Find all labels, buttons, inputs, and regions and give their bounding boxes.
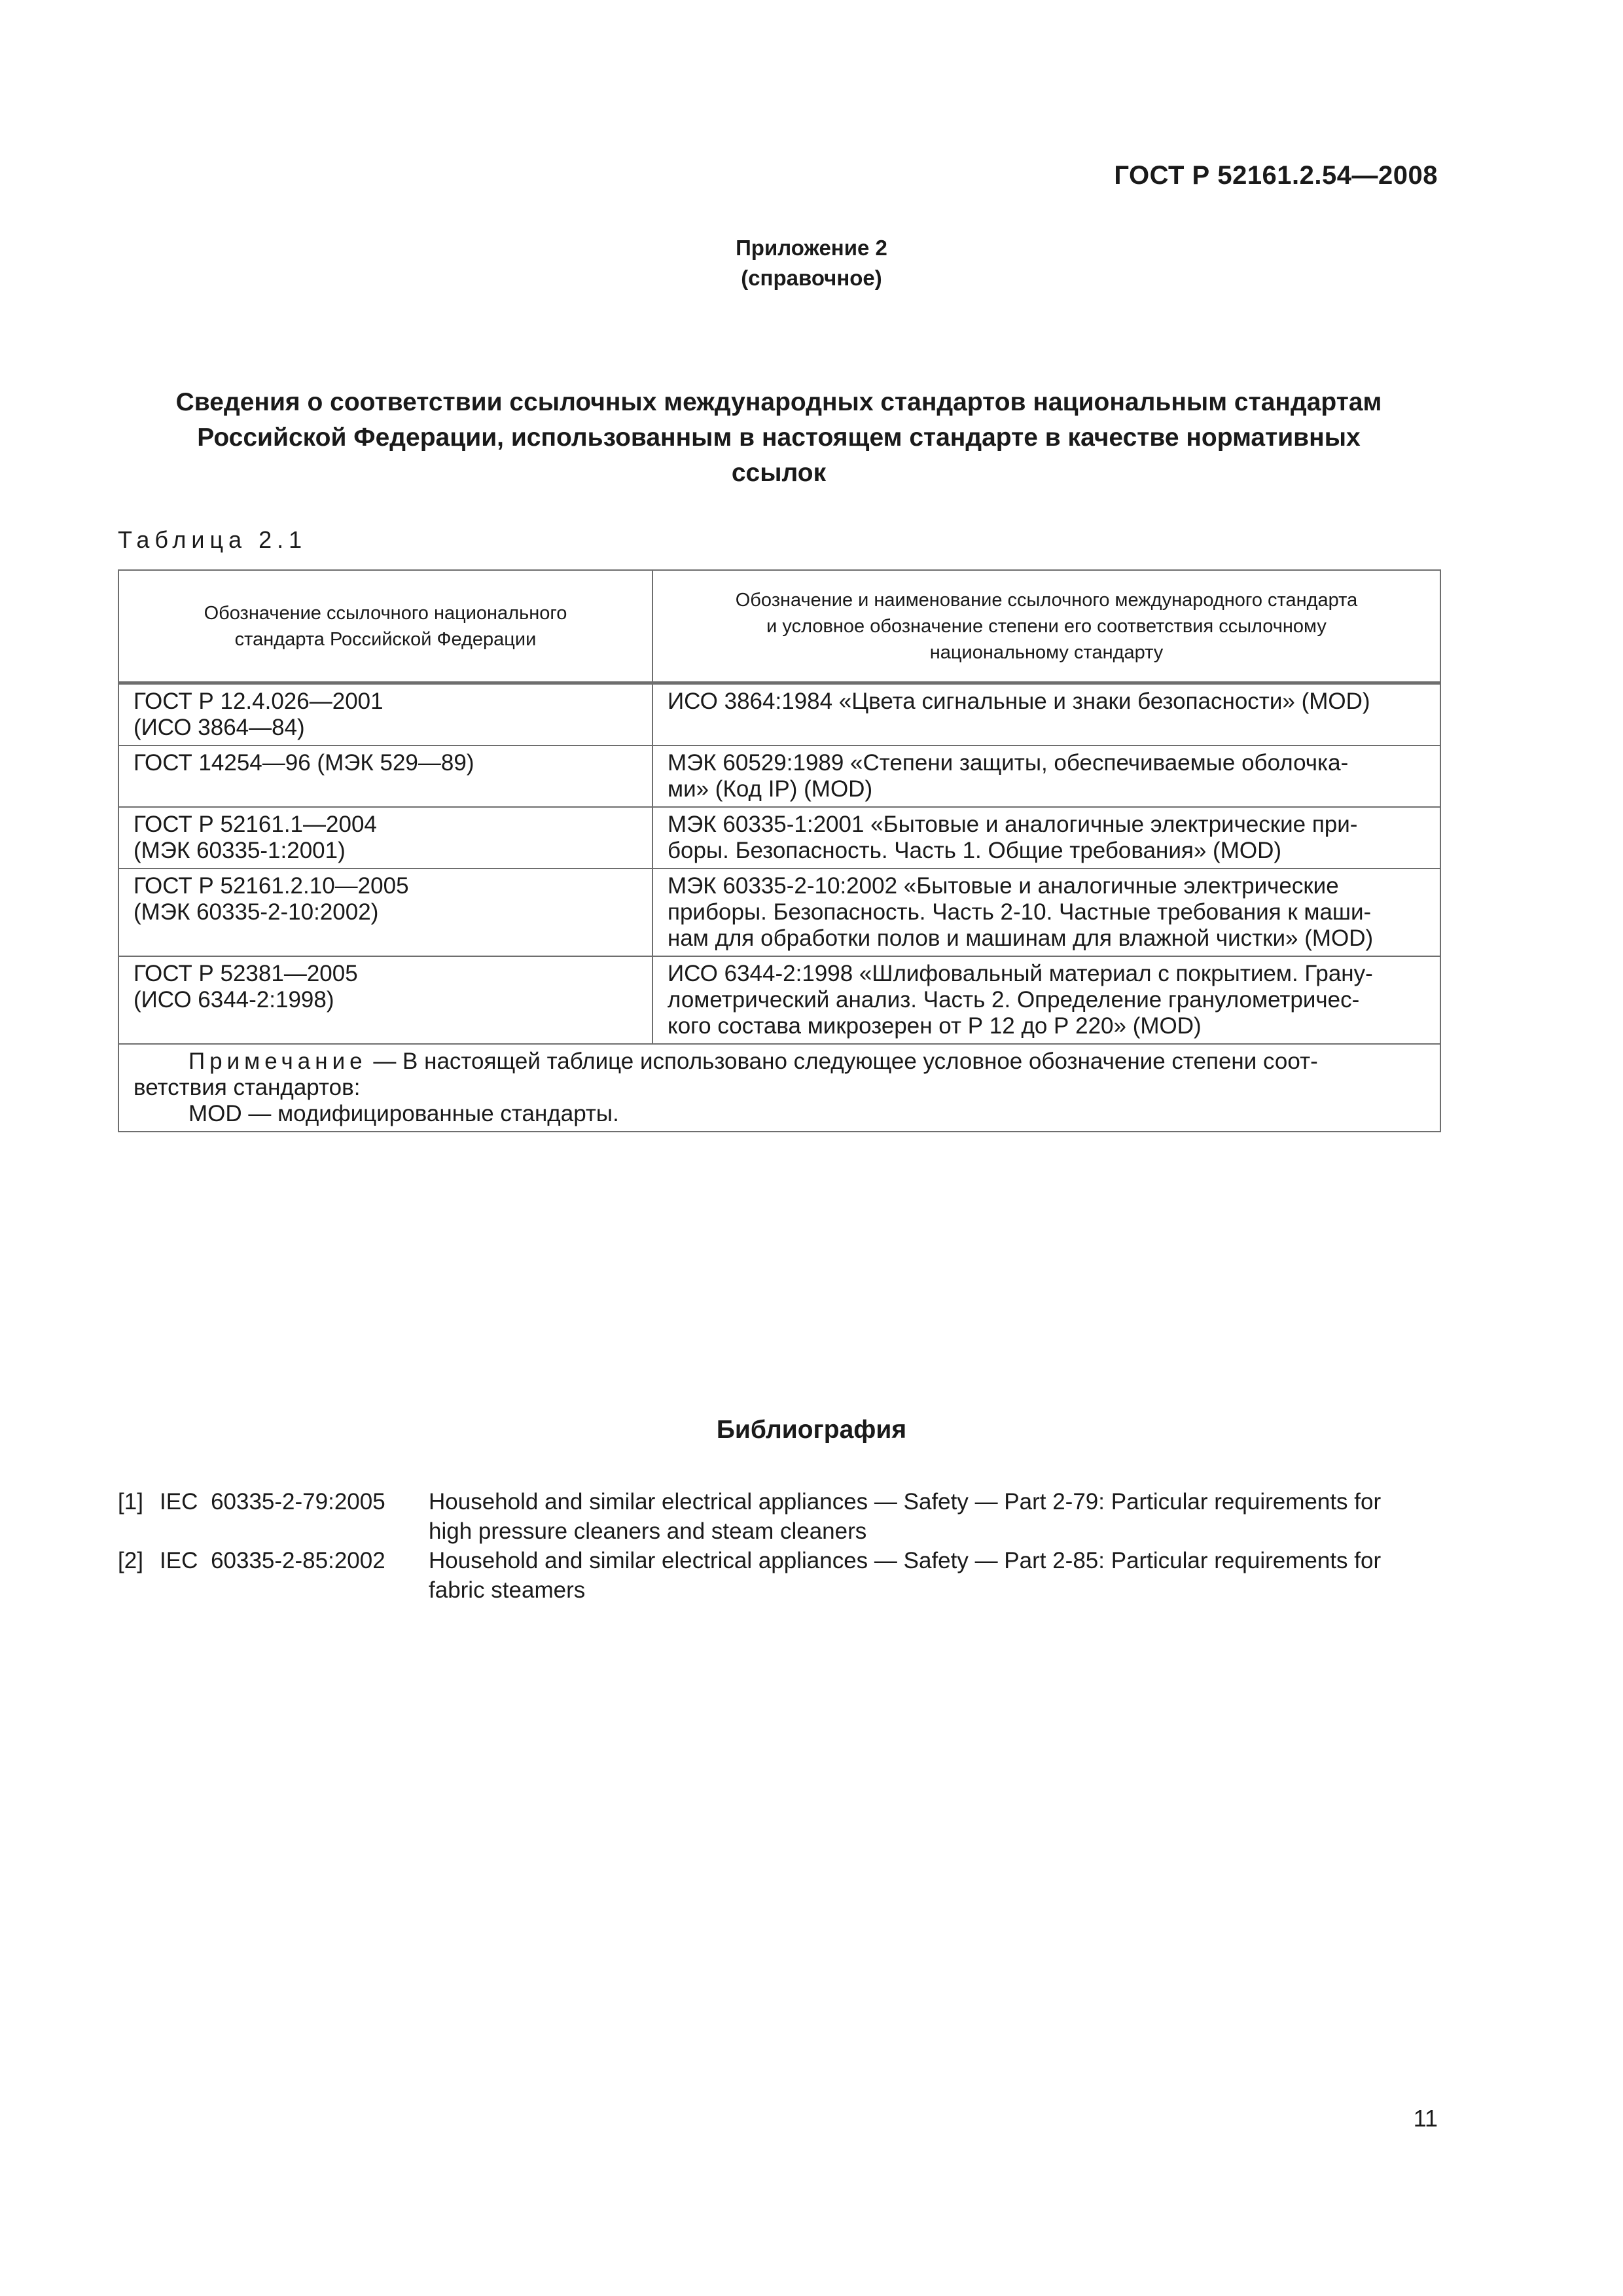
appendix-heading	[0, 233, 1623, 293]
national-standard-cell	[118, 807, 652, 869]
cell-line: (ИСО 3864—84)	[134, 715, 305, 740]
bibliography-number: [2]	[118, 1548, 143, 1573]
table-caption: Таблица 2.1	[118, 526, 308, 553]
header-line: Обозначение и наименование ссылочного международного стандарта	[735, 589, 1358, 611]
bibliography-text-line: fabric steamers	[429, 1577, 586, 1603]
cell-line: ГОСТ 14254—96 (МЭК 529—89)	[134, 750, 474, 776]
note-label: Примечание	[188, 1049, 367, 1074]
cell-line: ГОСТ Р 12.4.026—2001	[134, 689, 383, 714]
bibliography-text	[429, 1487, 1440, 1546]
table-note-row	[118, 1044, 1440, 1132]
table-row	[118, 683, 1440, 746]
cell-line: боры. Безопасность. Часть 1. Общие требования» (MOD)	[668, 838, 1282, 863]
cell-line: МЭК 60335-2-10:2002 «Бытовые и аналогичные электрические	[668, 873, 1339, 899]
note-line: MOD — модифицированные стандарты.	[188, 1101, 619, 1126]
section-title-line: Российской Федерации, использованным в настоящем стандарте в качестве нормативных	[197, 423, 1361, 452]
bibliography-reference: IEC 60335-2-85:2002	[160, 1548, 385, 1573]
section-title-line: ссылок	[731, 459, 827, 487]
bibliography-text-line: high pressure cleaners and steam cleaners	[429, 1518, 867, 1544]
national-standard-cell	[118, 683, 652, 746]
note-line: ветствия стандартов:	[134, 1075, 361, 1100]
bibliography-item	[118, 1487, 1440, 1546]
cell-line: приборы. Безопасность. Часть 2-10. Частные требования к маши-	[668, 899, 1372, 925]
international-standard-cell	[652, 745, 1440, 807]
standards-correspondence-table	[118, 569, 1441, 1132]
national-standard-cell	[118, 869, 652, 956]
bibliography-text	[429, 1546, 1440, 1605]
section-title	[118, 385, 1440, 491]
cell-line: (ИСО 6344-2:1998)	[134, 987, 334, 1013]
international-standard-cell	[652, 683, 1440, 746]
bibliography-list	[118, 1487, 1440, 1605]
bibliography-title: Библиография	[716, 1416, 907, 1444]
table-row	[118, 869, 1440, 956]
cell-line: нам для обработки полов и машинам для влажной чистки» (MOD)	[668, 925, 1374, 951]
header-line: и условное обозначение степени его соответствия ссылочному	[766, 615, 1327, 637]
national-standard-cell	[118, 745, 652, 807]
cell-line: ИСО 6344-2:1998 «Шлифовальный материал с покрытием. Грану-	[668, 961, 1373, 986]
document-code: ГОСТ Р 52161.2.54—2008	[1114, 161, 1438, 190]
cell-line: (МЭК 60335-2-10:2002)	[134, 899, 379, 925]
page-number: 11	[1413, 2105, 1438, 2132]
bibliography-item	[118, 1546, 1440, 1605]
cell-line: лометрический анализ. Часть 2. Определение гранулометричес-	[668, 987, 1360, 1013]
national-standard-cell	[118, 956, 652, 1044]
appendix-subtitle: (справочное)	[741, 266, 882, 290]
cell-line: ми» (Код IP) (MOD)	[668, 776, 873, 802]
bibliography-text-line: Household and similar electrical appliances — Safety — Part 2-85: Particular requirements for	[429, 1548, 1382, 1573]
cell-line: МЭК 60335-1:2001 «Бытовые и аналогичные электрические при-	[668, 812, 1358, 837]
appendix-title: Приложение 2	[736, 236, 887, 260]
table-header-row	[118, 570, 1440, 683]
header-line: национальному стандарту	[929, 641, 1164, 663]
cell-line: кого состава микрозерен от Р 12 до Р 220» (MOD)	[668, 1013, 1202, 1039]
cell-line: ГОСТ Р 52161.2.10—2005	[134, 873, 409, 899]
cell-line: ГОСТ Р 52161.1—2004	[134, 812, 377, 837]
bibliography-reference: IEC 60335-2-79:2005	[160, 1489, 385, 1515]
note-line	[134, 1049, 1425, 1075]
international-standard-cell	[652, 807, 1440, 869]
header-line: стандарта Российской Федерации	[234, 628, 537, 650]
header-line: Обозначение ссылочного национального	[204, 602, 567, 624]
international-standard-cell	[652, 869, 1440, 956]
section-title-line: Сведения о соответствии ссылочных международных стандартов национальным стандартам	[175, 388, 1382, 416]
international-standard-cell	[652, 956, 1440, 1044]
header-international-standard	[652, 570, 1440, 683]
cell-line: ГОСТ Р 52381—2005	[134, 961, 358, 986]
note-text: — В настоящей таблице использовано следующее условное обозначение степени соот-	[366, 1049, 1318, 1074]
header-national-standard	[118, 570, 652, 683]
cell-line: ИСО 3864:1984 «Цвета сигнальные и знаки безопасности» (MOD)	[668, 689, 1370, 714]
bibliography-number: [1]	[118, 1489, 143, 1515]
table-note	[118, 1044, 1440, 1132]
bibliography-text-line: Household and similar electrical appliances — Safety — Part 2-79: Particular requirements for	[429, 1489, 1382, 1515]
table-row	[118, 807, 1440, 869]
table-row	[118, 745, 1440, 807]
cell-line: МЭК 60529:1989 «Степени защиты, обеспечиваемые оболочка-	[668, 750, 1349, 776]
table-row	[118, 956, 1440, 1044]
cell-line: (МЭК 60335-1:2001)	[134, 838, 346, 863]
